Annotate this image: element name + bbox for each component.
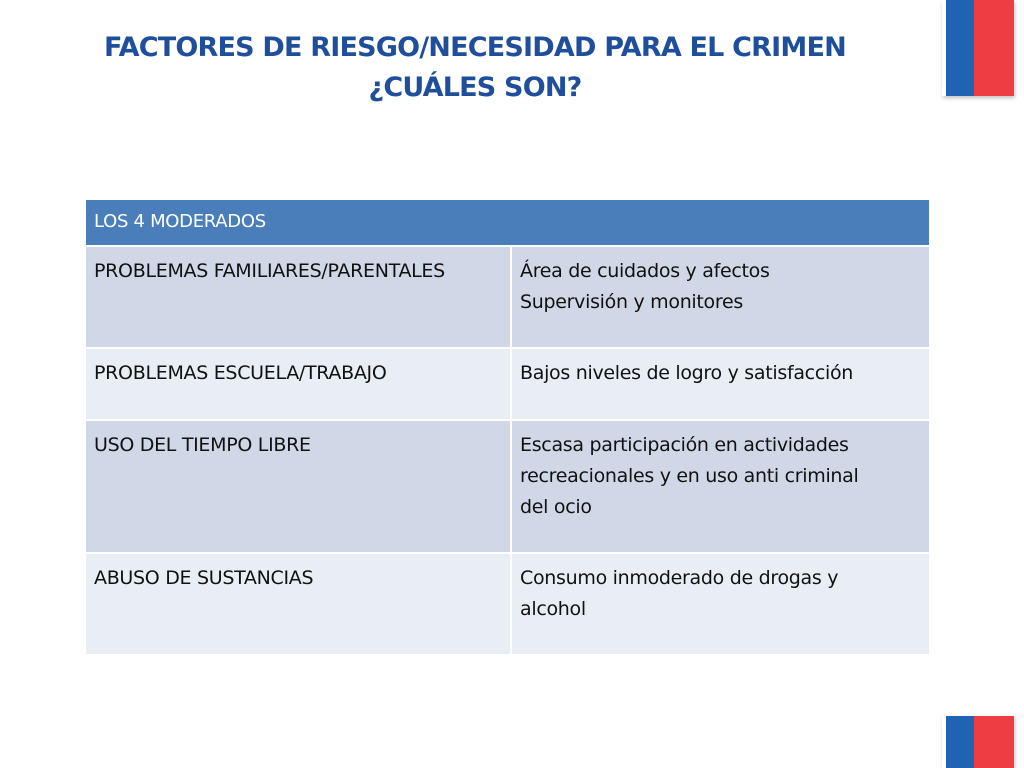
description-cell	[511, 553, 930, 655]
slide-title-line-1: FACTORES DE RIESGO/NECESIDAD PARA EL CRIMEN	[104, 32, 846, 63]
description-line: Consumo inmoderado de drogas y	[520, 567, 839, 589]
table-header: LOS 4 MODERADOS	[85, 199, 930, 246]
table-row	[85, 348, 930, 420]
description-line: Área de cuidados y afectos	[520, 260, 770, 282]
description-line: Escasa participación en actividades	[520, 434, 849, 456]
flag-decoration-top	[942, 0, 1014, 96]
description-cell	[511, 348, 930, 420]
description-line: alcohol	[520, 598, 586, 620]
table-row	[85, 553, 930, 655]
description-line: Bajos niveles de logro y satisfacción	[520, 362, 854, 384]
flag-stripe-red	[974, 0, 1014, 96]
description-cell	[511, 246, 930, 348]
factor-cell: PROBLEMAS ESCUELA/TRABAJO	[85, 348, 511, 420]
factor-cell: ABUSO DE SUSTANCIAS	[85, 553, 511, 655]
table-header-row	[85, 199, 930, 246]
risk-factors-table	[84, 198, 931, 656]
table-row	[85, 420, 930, 553]
flag-stripe-red	[974, 716, 1014, 768]
slide-title-line-2: ¿CUÁLES SON?	[368, 72, 582, 103]
description-line: del ocio	[520, 496, 592, 518]
flag-stripe-blue	[946, 0, 974, 96]
factor-cell: USO DEL TIEMPO LIBRE	[85, 420, 511, 553]
description-line: recreacionales y en uso anti criminal	[520, 465, 859, 487]
slide-title	[60, 28, 890, 108]
description-line: Supervisión y monitores	[520, 291, 743, 313]
flag-decoration-bottom	[942, 716, 1014, 768]
factor-cell: PROBLEMAS FAMILIARES/PARENTALES	[85, 246, 511, 348]
flag-stripe-blue	[946, 716, 974, 768]
description-cell	[511, 420, 930, 553]
table-row	[85, 246, 930, 348]
